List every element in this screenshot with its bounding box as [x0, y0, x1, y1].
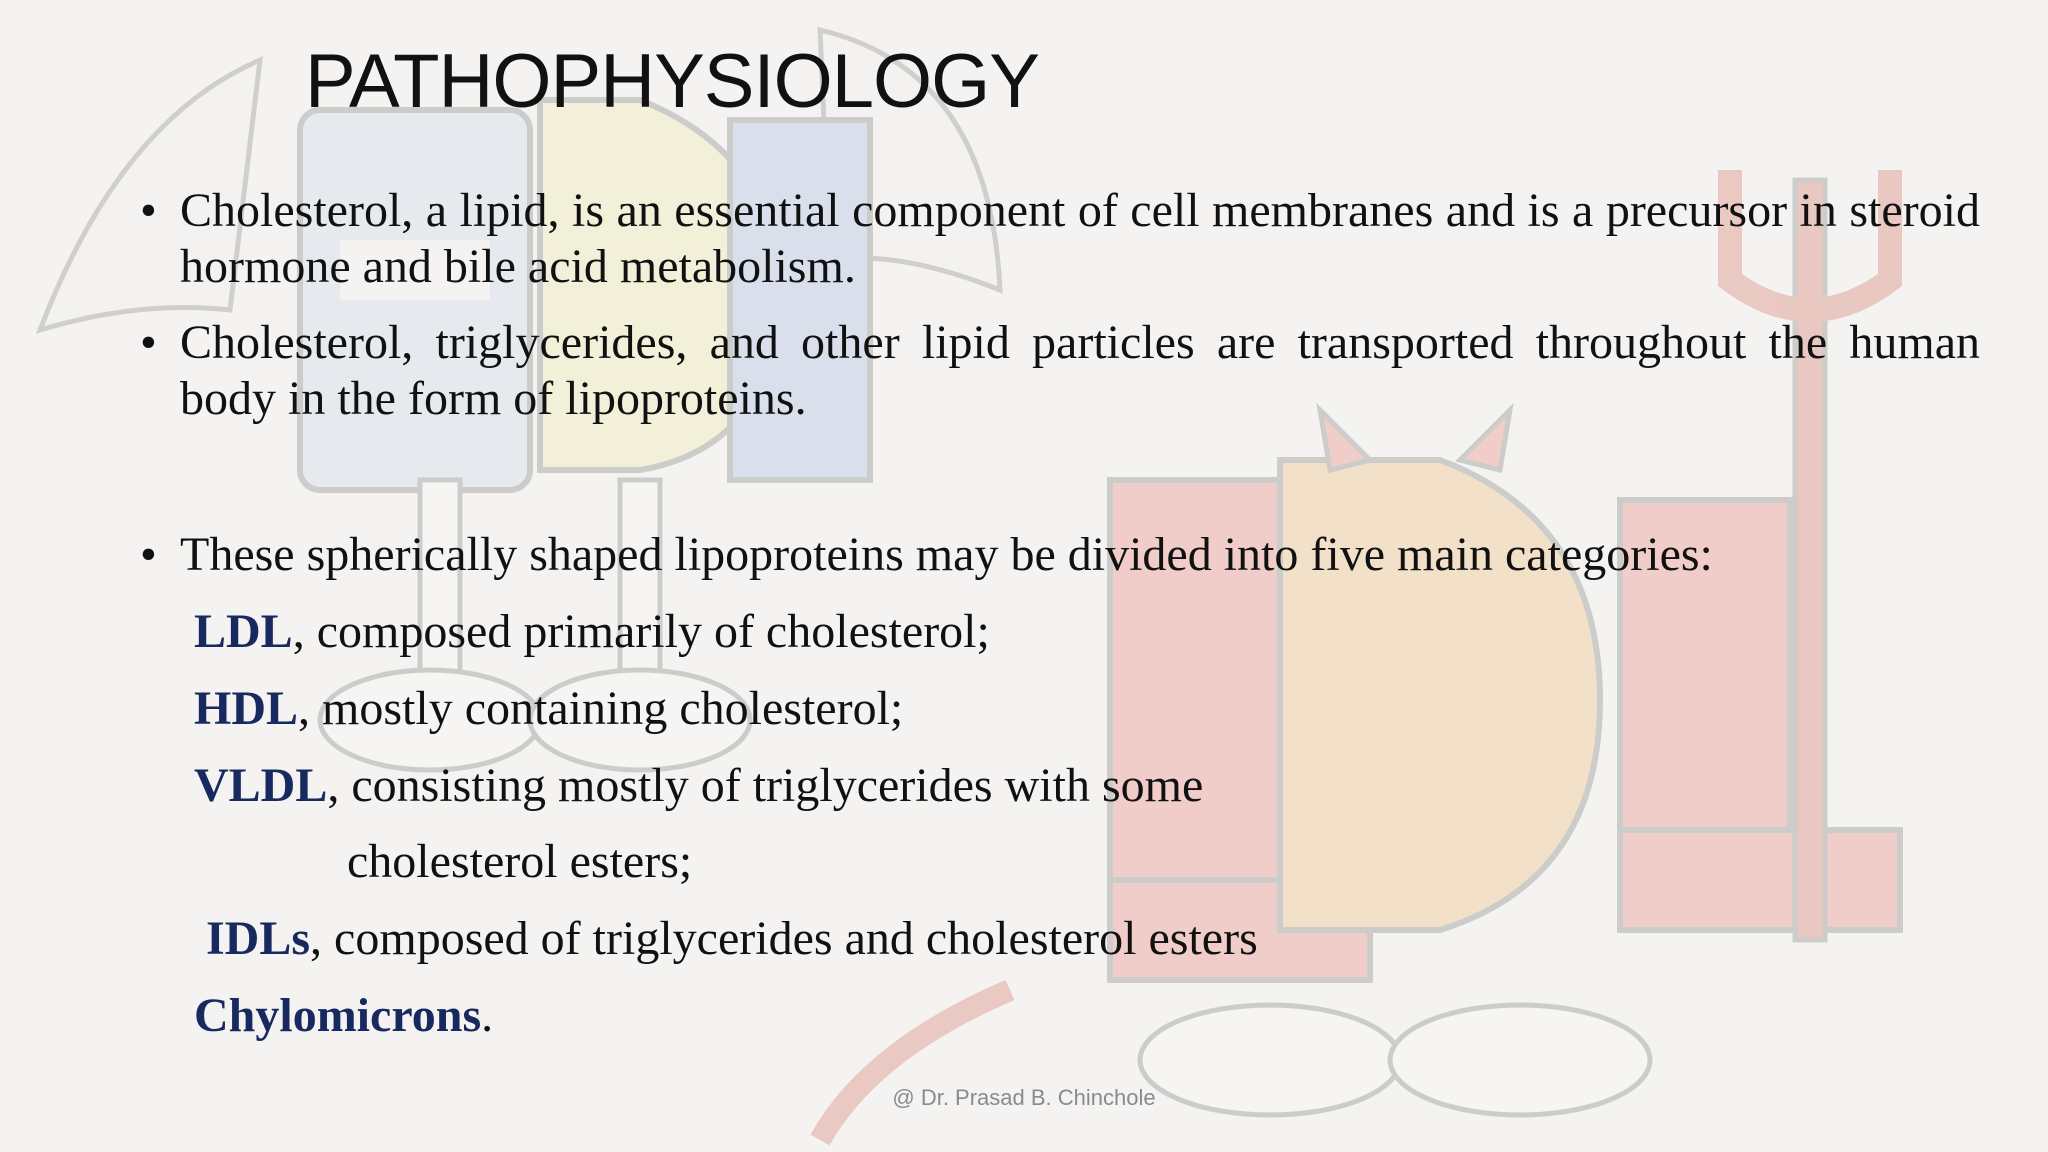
category-vldl-continuation: cholesterol esters; [347, 835, 693, 888]
category-abbr: IDLs [206, 912, 311, 965]
category-chylomicrons [140, 988, 1980, 1044]
category-text: , composed of triglycerides and cholesterol esters [310, 912, 1258, 965]
category-ldl [140, 604, 1980, 660]
bullet-text: Cholesterol, a lipid, is an essential component of cell membranes and is a precursor in steroid hormone and bile acid metabolism. [180, 184, 1980, 293]
bullet-text: These spherically shaped lipoproteins may be divided into five main categories: [180, 528, 1713, 581]
slide-title: PATHOPHYSIOLOGY [305, 39, 1039, 124]
category-idls [140, 911, 1980, 967]
category-text: , mostly containing cholesterol; [298, 682, 904, 735]
bullet-item [140, 183, 1980, 295]
category-abbr: Chylomicrons [194, 989, 482, 1042]
bullet-item [140, 315, 1980, 427]
bullet-text: Cholesterol, triglycerides, and other lipid particles are transported throughout the human body in the form of lipoproteins. [180, 316, 1980, 425]
category-hdl [140, 681, 1980, 737]
bullet-dot: • [140, 316, 157, 369]
bullet-dot: • [140, 184, 157, 237]
bullet-dot: • [140, 528, 157, 581]
slide-body [140, 183, 1980, 1044]
category-abbr: LDL [194, 605, 293, 658]
category-abbr: HDL [194, 682, 299, 735]
category-abbr: VLDL [194, 759, 328, 812]
category-vldl [140, 758, 1980, 814]
category-text: , consisting mostly of triglycerides with some [327, 759, 1204, 812]
slide-footer: @ Dr. Prasad B. Chinchole [892, 1085, 1156, 1110]
category-text: . [481, 989, 494, 1042]
category-text: , composed primarily of cholesterol; [292, 605, 990, 658]
bullet-item [140, 527, 1980, 583]
